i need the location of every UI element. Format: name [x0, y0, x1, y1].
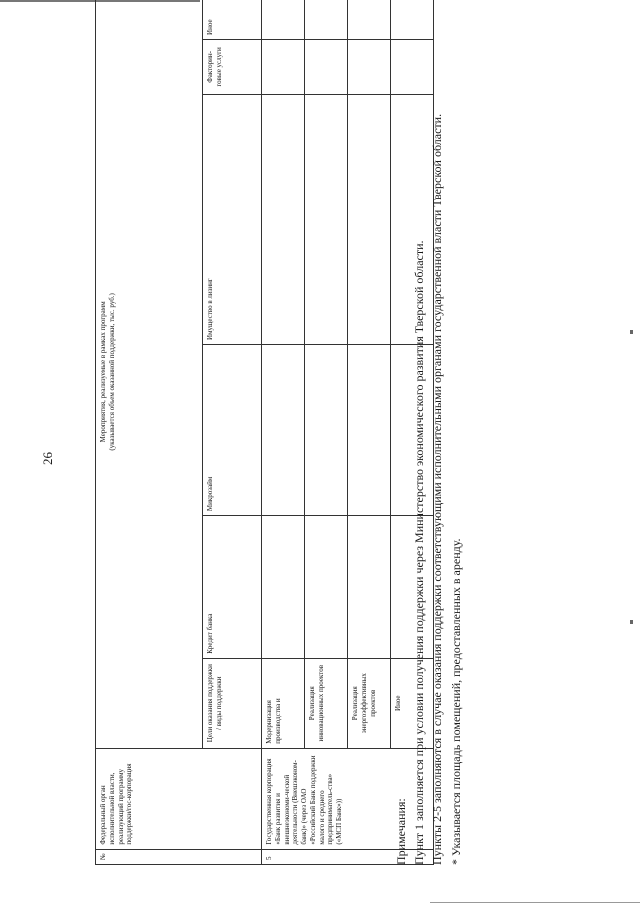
- header-bank-credit: Кредит банка: [203, 516, 262, 659]
- table-cell: [262, 94, 305, 344]
- header-other: Иное: [203, 0, 262, 39]
- goal-innovation: Реализация инновационных проектов: [305, 658, 348, 748]
- header-number: №: [96, 849, 262, 864]
- table-cell: [348, 94, 391, 344]
- goal-modernization: Модернизация производства и: [262, 658, 305, 748]
- table-subheader-row: [203, 0, 262, 865]
- note-3: * Указывается площадь помещений, предоставленных в аренду.: [448, 538, 463, 865]
- table-cell: [262, 39, 305, 94]
- header-events-line1: Мероприятия, реализуемые в рамках программ: [99, 301, 107, 443]
- header-events-line2: (указывается объем оказанной поддержки, тыс. руб.): [107, 293, 116, 451]
- header-organ: Федеральный орган исполнительной власти, реализующий программу поддержки/гос-корпорация: [96, 748, 262, 849]
- table-cell: [262, 344, 305, 515]
- table-cell: [305, 344, 348, 515]
- table-header-row: [96, 0, 203, 865]
- header-factoring: Факторин-говые услуги: [203, 39, 262, 94]
- table-cell: [305, 0, 348, 39]
- table-cell: [348, 344, 391, 515]
- page-number: 26: [40, 452, 55, 465]
- table-cell: [305, 94, 348, 344]
- row-organ: Государственная корпорация «Банк развития и внешнеэкономи-ческой деятельности (Внешэконом-банк)» (через ОАО «Российский Банк поддержки малого и среднего предприниматель-ства» («МСП Банк»)): [262, 748, 434, 849]
- table-cell: [305, 516, 348, 659]
- notes-block: [392, 15, 465, 865]
- table-row: [348, 0, 391, 865]
- note-1: Пункт 1 заполняется при условии получения поддержки через Министерство экономического развития Тверской области.: [412, 240, 427, 865]
- table-cell: [348, 516, 391, 659]
- header-microloan: Микрозайм: [203, 344, 262, 515]
- note-2: Пункты 2-5 заполняются в случае оказания поддержки соответствующими исполнительными органами государственной власти Тверской области.: [430, 113, 445, 865]
- support-table: [95, 0, 434, 865]
- header-goals: Цели оказания поддержки / виды поддержки: [203, 658, 262, 748]
- table-cell: [262, 516, 305, 659]
- goal-other: Иное: [391, 658, 434, 748]
- table-row: [262, 0, 305, 865]
- table-cell: [348, 39, 391, 94]
- header-leasing: Имущество в лизинг: [203, 94, 262, 344]
- table-cell: [262, 0, 305, 39]
- notes-heading: Примечания:: [394, 798, 408, 865]
- table-row: [305, 0, 348, 865]
- table-cell: [305, 39, 348, 94]
- header-events: [96, 0, 203, 748]
- goal-energy-efficiency: Реализация энергоэффективных проектов: [348, 658, 391, 748]
- table-cell: [348, 0, 391, 39]
- row-number: 5: [262, 849, 434, 864]
